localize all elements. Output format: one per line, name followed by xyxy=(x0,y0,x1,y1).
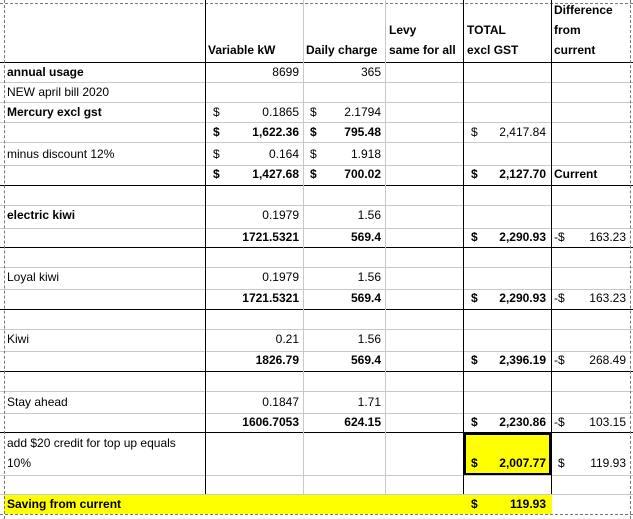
stay-ahead-daily-total[interactable]: 624.15 xyxy=(344,415,381,429)
grid-line xyxy=(0,102,633,103)
credit-total[interactable]: 2,007.77 xyxy=(499,456,546,470)
header-variable-kw: Variable kW xyxy=(208,43,276,57)
mercury-total[interactable]: 2,417.84 xyxy=(499,125,546,139)
currency-symbol: $ xyxy=(213,147,220,161)
grid-line xyxy=(0,494,633,495)
currency-symbol: $ xyxy=(213,125,220,139)
saving-total[interactable]: 119.93 xyxy=(509,497,546,511)
grid-line xyxy=(0,165,633,166)
header-difference-from: from xyxy=(554,23,581,37)
label-current: Current xyxy=(554,167,598,181)
grid-line xyxy=(0,514,633,515)
grid-line xyxy=(0,205,633,206)
electric-kiwi-diff[interactable]: 163.23 xyxy=(589,230,626,244)
currency-symbol: $ xyxy=(471,497,478,511)
discount-total[interactable]: 2,127.70 xyxy=(499,167,546,181)
stay-ahead-total[interactable]: 2,230.86 xyxy=(499,415,546,429)
currency-symbol: $ xyxy=(471,291,478,305)
grid-line xyxy=(0,62,633,63)
mercury-daily-total[interactable]: 795.48 xyxy=(344,125,381,139)
grid-line xyxy=(630,0,631,519)
kiwi-daily-total[interactable]: 569.4 xyxy=(350,353,381,367)
grid-line xyxy=(0,309,633,310)
credit-diff[interactable]: 119.93 xyxy=(590,456,626,470)
label-credit-line1: add $20 credit for top up equals xyxy=(7,436,176,450)
mercury-rate[interactable]: 0.1865 xyxy=(262,105,299,119)
currency-symbol: $ xyxy=(471,415,478,429)
loyal-kiwi-variable-total[interactable]: 1721.5321 xyxy=(242,291,299,305)
currency-symbol: $ xyxy=(310,167,317,181)
loyal-kiwi-total[interactable]: 2,290.93 xyxy=(499,291,546,305)
label-electric-kiwi: electric kiwi xyxy=(7,208,76,222)
currency-symbol: $ xyxy=(213,105,220,119)
label-mercury: Mercury excl gst xyxy=(7,105,102,119)
label-saving-from-current: Saving from current xyxy=(7,497,122,511)
header-difference-current: current xyxy=(554,43,596,57)
discount-daily-total[interactable]: 700.02 xyxy=(344,167,381,181)
currency-symbol: $ xyxy=(310,147,317,161)
label-kiwi: Kiwi xyxy=(7,332,30,346)
label-loyal-kiwi: Loyal kiwi xyxy=(7,270,60,284)
kiwi-diff[interactable]: 268.49 xyxy=(589,353,626,367)
label-credit-line2: 10% xyxy=(7,456,32,470)
kiwi-daily-rate[interactable]: 1.56 xyxy=(357,332,381,346)
label-new-bill: NEW april bill 2020 xyxy=(7,85,110,99)
label-annual-usage: annual usage xyxy=(7,65,84,79)
currency-symbol: $ xyxy=(471,125,478,139)
grid-line xyxy=(385,0,386,494)
stay-ahead-diff-sign: -$ xyxy=(554,415,565,429)
stay-ahead-diff[interactable]: 103.15 xyxy=(589,415,626,429)
discount-rate[interactable]: 0.164 xyxy=(268,147,299,161)
currency-symbol: $ xyxy=(558,456,565,470)
loyal-kiwi-daily-total[interactable]: 569.4 xyxy=(350,291,381,305)
electric-kiwi-variable-total[interactable]: 1721.5321 xyxy=(242,230,299,244)
loyal-kiwi-diff[interactable]: 163.23 xyxy=(589,291,626,305)
annual-kw[interactable]: 8699 xyxy=(272,65,299,79)
electric-kiwi-daily-total[interactable]: 569.4 xyxy=(350,230,381,244)
currency-symbol: $ xyxy=(471,230,478,244)
grid-line xyxy=(0,122,633,123)
header-total: TOTAL xyxy=(467,23,506,37)
discount-daily-rate[interactable]: 1.918 xyxy=(350,147,381,161)
grid-line xyxy=(0,82,633,83)
electric-kiwi-total[interactable]: 2,290.93 xyxy=(499,230,546,244)
kiwi-total[interactable]: 2,396.19 xyxy=(499,353,546,367)
currency-symbol: $ xyxy=(471,353,478,367)
grid-line xyxy=(0,351,633,352)
grid-line xyxy=(0,391,633,392)
grid-line xyxy=(0,413,633,414)
electric-kiwi-daily-rate[interactable]: 1.56 xyxy=(357,208,381,222)
grid-line xyxy=(0,267,633,268)
header-levy: Levy xyxy=(389,23,417,37)
grid-line xyxy=(0,228,633,229)
mercury-daily-rate[interactable]: 2.1794 xyxy=(344,105,381,119)
mercury-variable-total[interactable]: 1,622.36 xyxy=(252,125,299,139)
header-difference: Difference xyxy=(554,3,613,17)
loyal-kiwi-daily-rate[interactable]: 1.56 xyxy=(357,270,381,284)
stay-ahead-variable-total[interactable]: 1606.7053 xyxy=(242,415,299,429)
header-total-sub: excl GST xyxy=(467,43,519,57)
grid-line xyxy=(0,289,633,290)
stay-ahead-rate[interactable]: 0.1847 xyxy=(262,395,299,409)
kiwi-variable-total[interactable]: 1826.79 xyxy=(255,353,299,367)
loyal-kiwi-diff-sign: -$ xyxy=(554,291,565,305)
label-minus-discount: minus discount 12% xyxy=(7,147,115,161)
electric-kiwi-rate[interactable]: 0.1979 xyxy=(262,208,299,222)
stay-ahead-daily-rate[interactable]: 1.71 xyxy=(357,395,381,409)
discount-variable-total[interactable]: 1,427.68 xyxy=(252,167,299,181)
grid-line xyxy=(0,142,633,143)
currency-symbol: $ xyxy=(471,167,478,181)
header-daily-charge: Daily charge xyxy=(306,43,378,57)
electric-kiwi-diff-sign: -$ xyxy=(554,230,565,244)
grid-line xyxy=(0,432,633,433)
grid-line xyxy=(0,185,633,186)
grid-line xyxy=(4,0,5,519)
label-stay-ahead: Stay ahead xyxy=(7,395,68,409)
kiwi-rate[interactable]: 0.21 xyxy=(275,332,299,346)
grid-line xyxy=(0,3,633,4)
grid-line xyxy=(0,247,633,248)
kiwi-diff-sign: -$ xyxy=(554,353,565,367)
currency-symbol: $ xyxy=(471,456,478,470)
currency-symbol: $ xyxy=(213,167,220,181)
annual-days[interactable]: 365 xyxy=(360,65,381,79)
currency-symbol: $ xyxy=(310,125,317,139)
grid-line xyxy=(0,475,633,476)
currency-symbol: $ xyxy=(310,105,317,119)
header-levy-sub: same for all xyxy=(389,43,456,57)
grid-line xyxy=(0,371,633,372)
grid-line xyxy=(0,329,633,330)
loyal-kiwi-rate[interactable]: 0.1979 xyxy=(262,270,299,284)
